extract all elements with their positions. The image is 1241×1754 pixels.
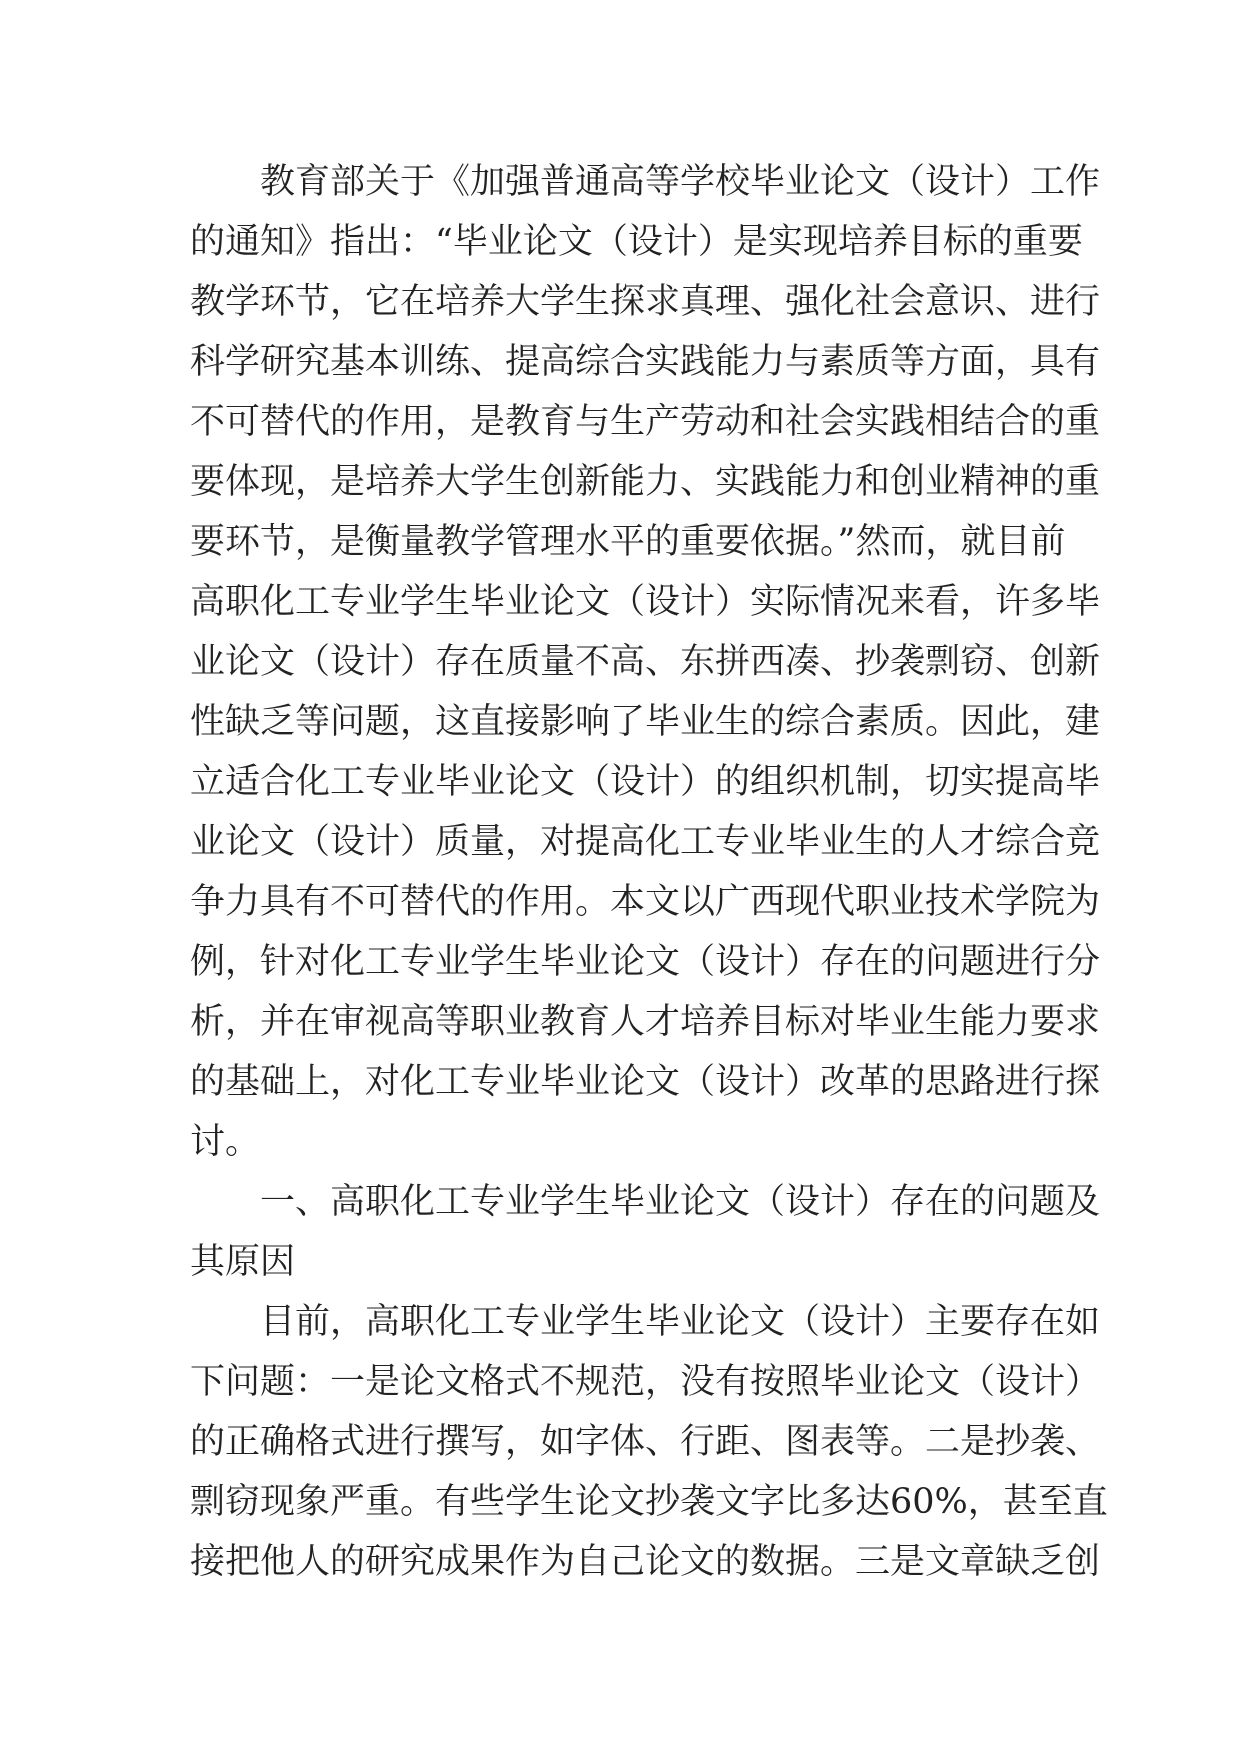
text-line: 业论文（设计）质量，对提高化工专业毕业生的人才综合竞	[190, 822, 1101, 862]
text-line: 争力具有不可替代的作用。本文以广西现代职业技术学院为	[190, 882, 1101, 922]
text-line: 要环节，是衡量教学管理水平的重要依据。”然而，就目前	[190, 522, 1066, 562]
text-line: 教育部关于《加强普通高等学校毕业论文（设计）工作	[260, 162, 1101, 202]
text-line: 性缺乏等问题，这直接影响了毕业生的综合素质。因此，建	[190, 702, 1101, 742]
text-line: 的基础上，对化工专业毕业论文（设计）改革的思路进行探	[190, 1062, 1101, 1102]
text-line: 要体现，是培养大学生创新能力、实践能力和创业精神的重	[190, 462, 1101, 502]
text-line: 的正确格式进行撰写，如字体、行距、图表等。二是抄袭、	[190, 1422, 1101, 1462]
text-line: 科学研究基本训练、提高综合实践能力与素质等方面，具有	[190, 342, 1101, 382]
text-line: 接把他人的研究成果作为自己论文的数据。三是文章缺乏创	[190, 1542, 1101, 1582]
text-line: 的通知》指出：“毕业论文（设计）是实现培养目标的重要	[190, 222, 1083, 262]
text-line: 立适合化工专业毕业论文（设计）的组织机制，切实提高毕	[190, 762, 1101, 802]
text-line: 目前，高职化工专业学生毕业论文（设计）主要存在如	[260, 1302, 1101, 1342]
section-heading: 其原因	[190, 1242, 296, 1282]
text-line: 讨。	[190, 1122, 261, 1162]
text-line: 例，针对化工专业学生毕业论文（设计）存在的问题进行分	[190, 942, 1101, 982]
text-line: 析，并在审视高等职业教育人才培养目标对毕业生能力要求	[190, 1002, 1101, 1042]
text-line: 不可替代的作用，是教育与生产劳动和社会实践相结合的重	[190, 402, 1101, 442]
text-line: 剽窃现象严重。有些学生论文抄袭文字比多达60%，甚至直	[190, 1482, 1108, 1522]
text-line: 教学环节，它在培养大学生探求真理、强化社会意识、进行	[190, 282, 1101, 322]
text-line: 业论文（设计）存在质量不高、东拼西凑、抄袭剽窃、创新	[190, 642, 1101, 682]
section-heading: 一、高职化工专业学生毕业论文（设计）存在的问题及	[260, 1182, 1101, 1222]
text-line: 高职化工专业学生毕业论文（设计）实际情况来看，许多毕	[190, 582, 1101, 622]
text-line: 下问题：一是论文格式不规范，没有按照毕业论文（设计）	[190, 1362, 1101, 1402]
